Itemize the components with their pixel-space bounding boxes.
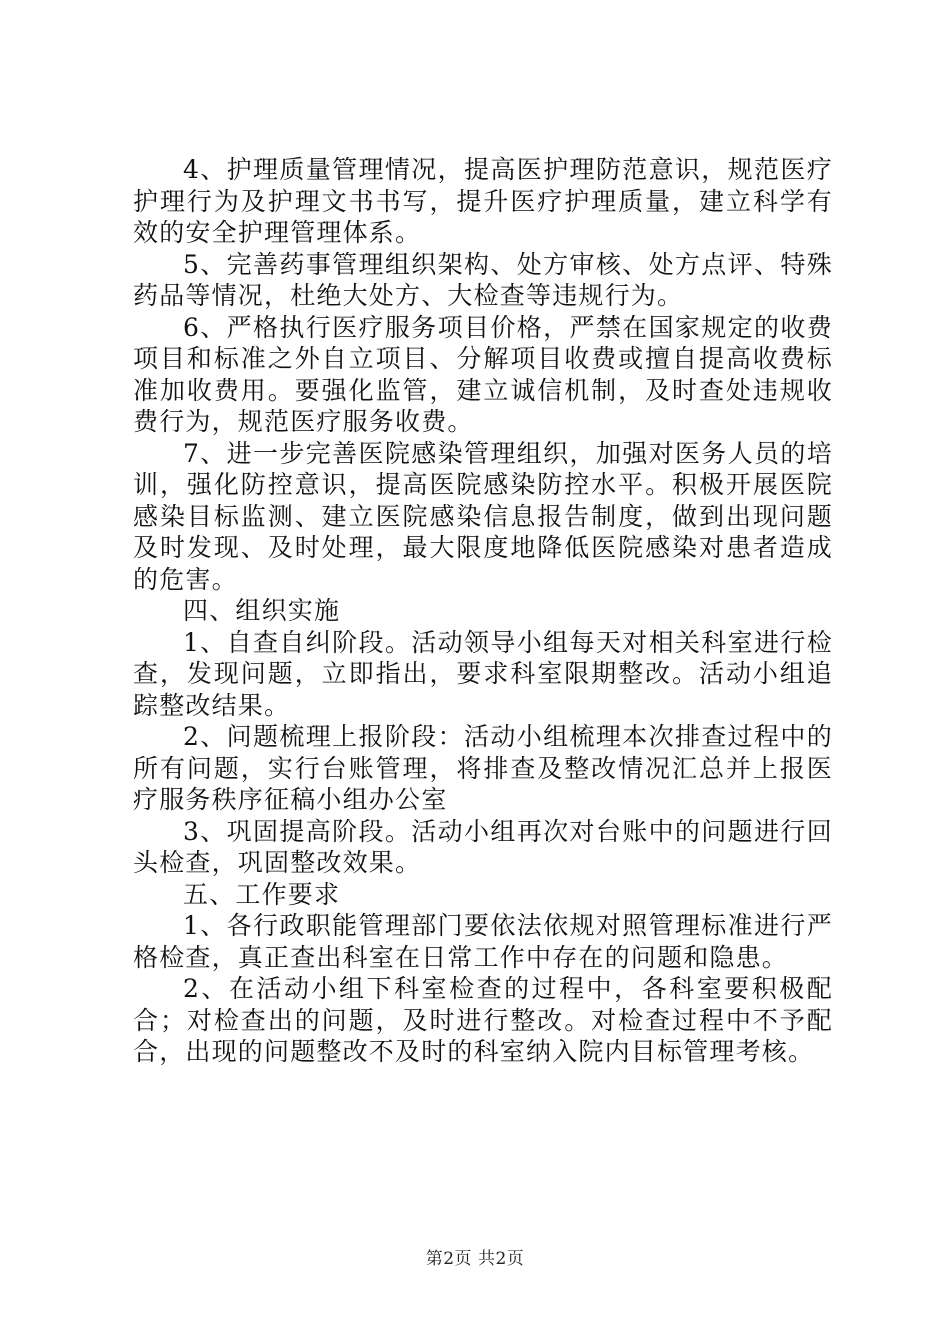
- page-footer: 第2页 共2页: [425, 1249, 525, 1269]
- paragraph-item-6: 6、严格执行医疗服务项目价格，严禁在国家规定的收费项目和标准之外自立项目、分解项目收费或擅自提高收费标准加收费用。要强化监管，建立诚信机制，及时查处违规收费行为，规范医疗服务收费。: [133, 312, 833, 436]
- implementation-paragraph-3: 3、巩固提高阶段。活动小组再次对台账中的问题进行回头检查，巩固整改效果。: [133, 816, 833, 877]
- implementation-paragraph-1: 1、自查自纠阶段。活动领导小组每天对相关科室进行检查，发现问题，立即指出，要求科室限期整改。活动小组追踪整改结果。: [133, 627, 833, 720]
- paragraph-item-7: 7、进一步完善医院感染管理组织，加强对医务人员的培训，强化防控意识，提高医院感染防控水平。积极开展医院感染目标监测、建立医院感染信息报告制度，做到出现问题及时发现、及时处理，最大限度地降低医院感染对患者造成的危害。: [133, 438, 833, 594]
- implementation-paragraph-2: 2、问题梳理上报阶段：活动小组梳理本次排查过程中的所有问题，实行台账管理，将排查及整改情况汇总并上报医疗服务秩序征稿小组办公室: [133, 722, 833, 814]
- section-heading-implementation: 四、组织实施: [183, 596, 341, 625]
- requirements-paragraph-2: 2、在活动小组下科室检查的过程中，各科室要积极配合；对检查出的问题，及时进行整改。对检查过程中不予配合，出现的问题整改不及时的科室纳入院内目标管理考核。: [133, 974, 833, 1066]
- document-body: [133, 154, 833, 1068]
- paragraph-item-5: 5、完善药事管理组织架构、处方审核、处方点评、特殊药品等情况，杜绝大处方、大检查等违规行为。: [133, 249, 833, 310]
- requirements-paragraph-1: 1、各行政职能管理部门要依法依规对照管理标准进行严格检查，真正查出科室在日常工作中存在的问题和隐患。: [133, 911, 833, 972]
- section-heading-requirements: 五、工作要求: [183, 879, 341, 909]
- paragraph-item-4: 4、护理质量管理情况，提高医护理防范意识，规范医疗护理行为及护理文书书写，提升医疗护理质量，建立科学有效的安全护理管理体系。: [133, 155, 833, 247]
